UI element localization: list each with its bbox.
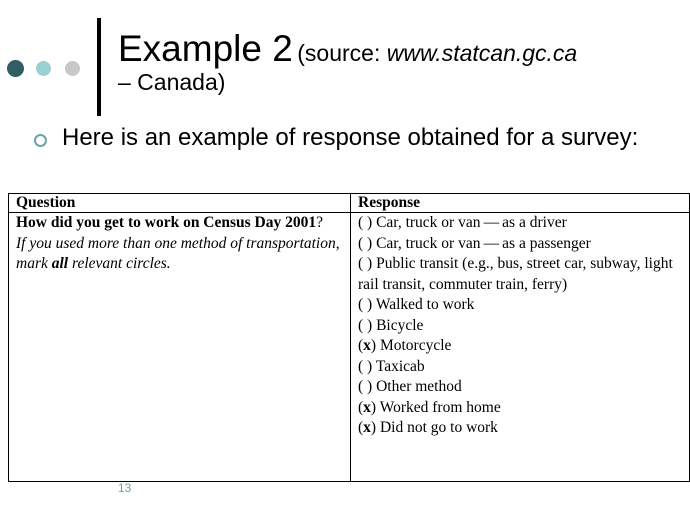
response-text: Car, truck or van — as a driver bbox=[376, 214, 567, 231]
question-cell bbox=[9, 213, 351, 482]
response-option bbox=[358, 377, 682, 398]
page-number: 13 bbox=[118, 481, 132, 495]
response-option bbox=[358, 213, 682, 234]
response-mark: (x) bbox=[358, 419, 377, 436]
slide-title bbox=[118, 30, 678, 94]
response-option bbox=[358, 418, 682, 439]
response-text: Did not go to work bbox=[379, 419, 498, 436]
response-mark: ( ) bbox=[358, 357, 373, 375]
title-line2: – Canada) bbox=[118, 69, 226, 95]
response-mark: ( ) bbox=[358, 255, 373, 272]
response-option bbox=[358, 316, 682, 337]
response-mark: (x) bbox=[358, 337, 377, 354]
question-instruction bbox=[16, 234, 343, 275]
response-text: Other method bbox=[376, 378, 462, 395]
response-mark: ( ) bbox=[358, 378, 373, 395]
table-row bbox=[9, 213, 690, 482]
response-text: Public transit (e.g., bus, street car, subway, light rail transit, commuter train, ferry) bbox=[358, 255, 673, 293]
response-option bbox=[358, 357, 682, 378]
response-mark: ( ) bbox=[358, 214, 373, 231]
response-option bbox=[358, 295, 682, 316]
response-option bbox=[358, 234, 682, 255]
survey-table bbox=[8, 193, 690, 482]
response-option bbox=[358, 254, 682, 295]
title-source-prefix: (source: bbox=[297, 40, 387, 66]
instruction-a: If you used more than one method of transportation, mark bbox=[16, 234, 340, 272]
title-source bbox=[297, 40, 577, 66]
response-option bbox=[358, 398, 682, 419]
response-text: Worked from home bbox=[379, 398, 501, 416]
instruction-bold: all bbox=[51, 255, 69, 272]
title-source-url: www.statcan.gc.ca bbox=[386, 40, 578, 66]
question-mark: ? bbox=[316, 214, 324, 231]
title-main: Example 2 bbox=[118, 28, 293, 69]
bullet-ring-icon bbox=[34, 134, 47, 147]
response-mark: ( ) bbox=[358, 296, 373, 313]
question-bold: How did you get to work on Census Day 2001 bbox=[16, 214, 317, 231]
instruction-b: relevant circles. bbox=[68, 255, 171, 272]
bullet-text: Here is an example of response obtained for a survey: bbox=[62, 124, 639, 151]
response-text: Car, truck or van — as a passenger bbox=[376, 234, 591, 252]
header-response: Response bbox=[351, 194, 690, 213]
response-text: Motorcycle bbox=[379, 337, 452, 354]
response-mark: ( ) bbox=[358, 234, 373, 252]
response-text: Taxicab bbox=[375, 357, 425, 375]
response-option bbox=[358, 336, 682, 357]
title-divider bbox=[97, 18, 101, 116]
table-header-row bbox=[9, 194, 690, 213]
response-text: Walked to work bbox=[375, 296, 475, 313]
response-mark: (x) bbox=[358, 398, 377, 416]
decor-dot-dark bbox=[7, 60, 24, 77]
response-mark: ( ) bbox=[358, 316, 373, 334]
decor-dot-gray bbox=[65, 61, 80, 76]
question-text bbox=[16, 213, 343, 234]
header-question: Question bbox=[9, 194, 351, 213]
response-cell bbox=[351, 213, 690, 482]
response-text: Bicycle bbox=[376, 316, 424, 334]
decor-dot-light bbox=[36, 61, 51, 76]
